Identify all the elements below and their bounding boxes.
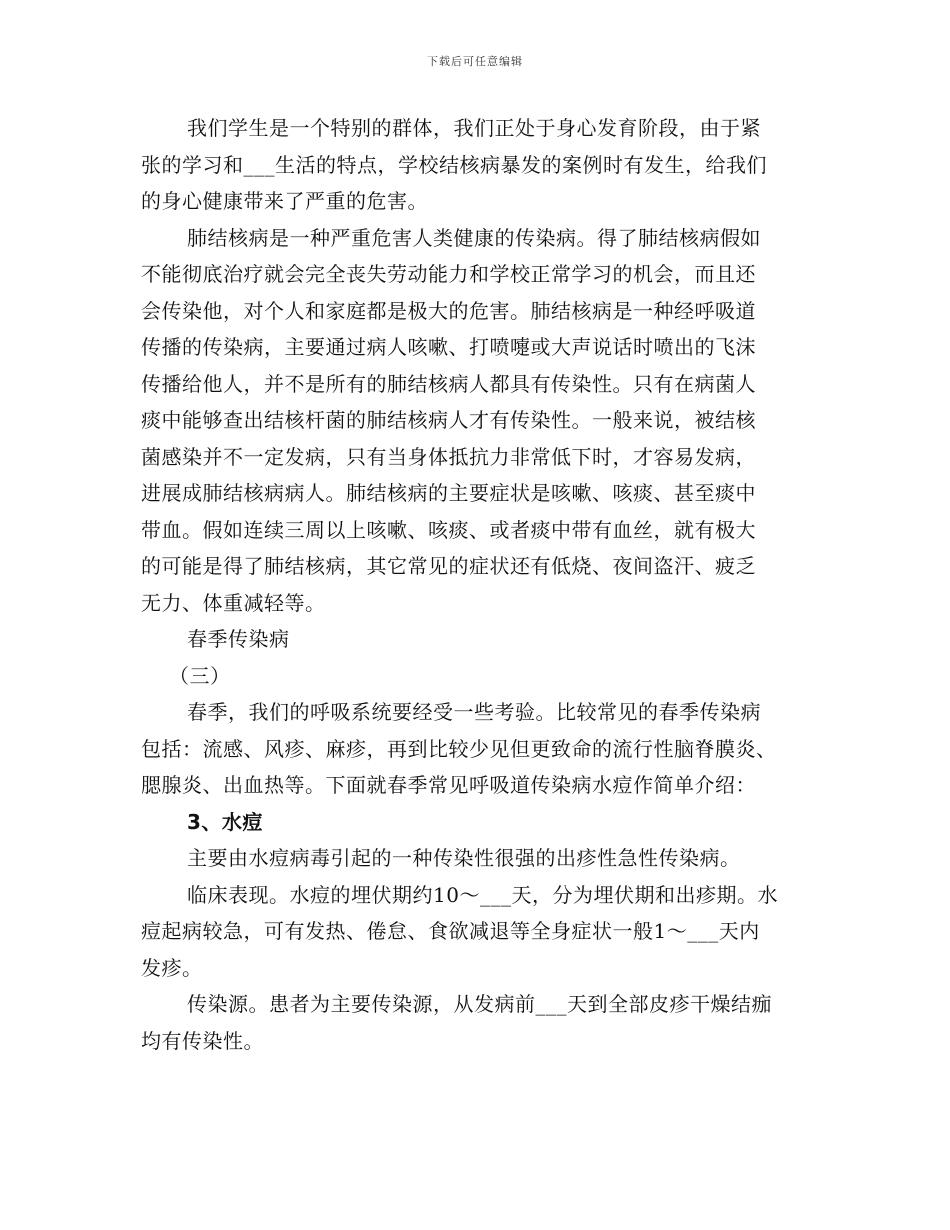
text-line: 临床表现。水痘的埋伏期约10～___天，分为埋伏期和出疹期。水: [187, 882, 778, 907]
text-line: 的身心健康带来了严重的危害。: [141, 189, 428, 213]
text-line: 不能彻底治疗就会完全丧失劳动能力和学校正常学习的机会，而且还: [141, 262, 756, 286]
page-header: 下载后可任意编辑: [427, 55, 523, 68]
text-line: 传染源。患者为主要传染源，从发病前___天到全部皮疹干燥结痂: [187, 992, 772, 1016]
subsection-heading: 3、水痘: [187, 809, 263, 834]
document-body: [141, 110, 811, 1059]
text-line: 传播给他人，并不是所有的肺结核病人都具有传染性。只有在病菌人: [141, 371, 756, 396]
text-line: 痘起病较急，可有发热、倦怠、食欲减退等全身症状一般1～___天内: [141, 919, 760, 943]
text-line: 主要由水痘病毒引起的一种传染性很强的出疹性急性传染病。: [187, 846, 741, 870]
text-line: 张的学习和___生活的特点，学校结核病暴发的案例时有发生，给我们: [141, 152, 767, 177]
text-line: 带血。假如连续三周以上咳嗽、咳痰、或者痰中带有血丝，就有极大: [141, 517, 756, 542]
text-line: 的可能是得了肺结核病，其它常见的症状还有低烧、夜间盗汗、疲乏: [141, 554, 756, 578]
text-line: 发疹。: [141, 955, 203, 980]
text-line: 痰中能够查出结核杆菌的肺结核病人才有传染性。一般来说，被结核: [141, 408, 756, 432]
text-line: 均有传染性。: [141, 1028, 264, 1053]
text-line: 肺结核病是一种严重危害人类健康的传染病。得了肺结核病假如: [187, 225, 761, 250]
text-line: 菌感染并不一定发病，只有当身体抵抗力非常低下时，才容易发病，: [141, 444, 756, 469]
text-line: 我们学生是一个特别的群体，我们正处于身心发育阶段，由于紧: [187, 116, 761, 140]
text-line: 无力、体重减轻等。: [141, 590, 326, 615]
section-heading: 春季传染病: [187, 627, 290, 651]
section-subheading: （三）: [169, 663, 231, 688]
text-line: 春季，我们的呼吸系统要经受一些考验。比较常见的春季传染病: [187, 700, 761, 724]
text-line: 会传染他，对个人和家庭都是极大的危害。肺结核病是一种经呼吸道: [141, 298, 756, 323]
text-line: 包括：流感、风疹、麻疹，再到比较少见但更致命的流行性脑脊膜炎、: [141, 736, 777, 761]
text-line: 腮腺炎、出血热等。下面就春季常见呼吸道传染病水痘作简单介绍：: [141, 773, 756, 797]
text-line: 传播的传染病，主要通过病人咳嗽、打喷嚏或大声说话时喷出的飞沫: [141, 335, 756, 359]
text-line: 进展成肺结核病病人。肺结核病的主要症状是咳嗽、咳痰、甚至痰中: [141, 481, 756, 505]
